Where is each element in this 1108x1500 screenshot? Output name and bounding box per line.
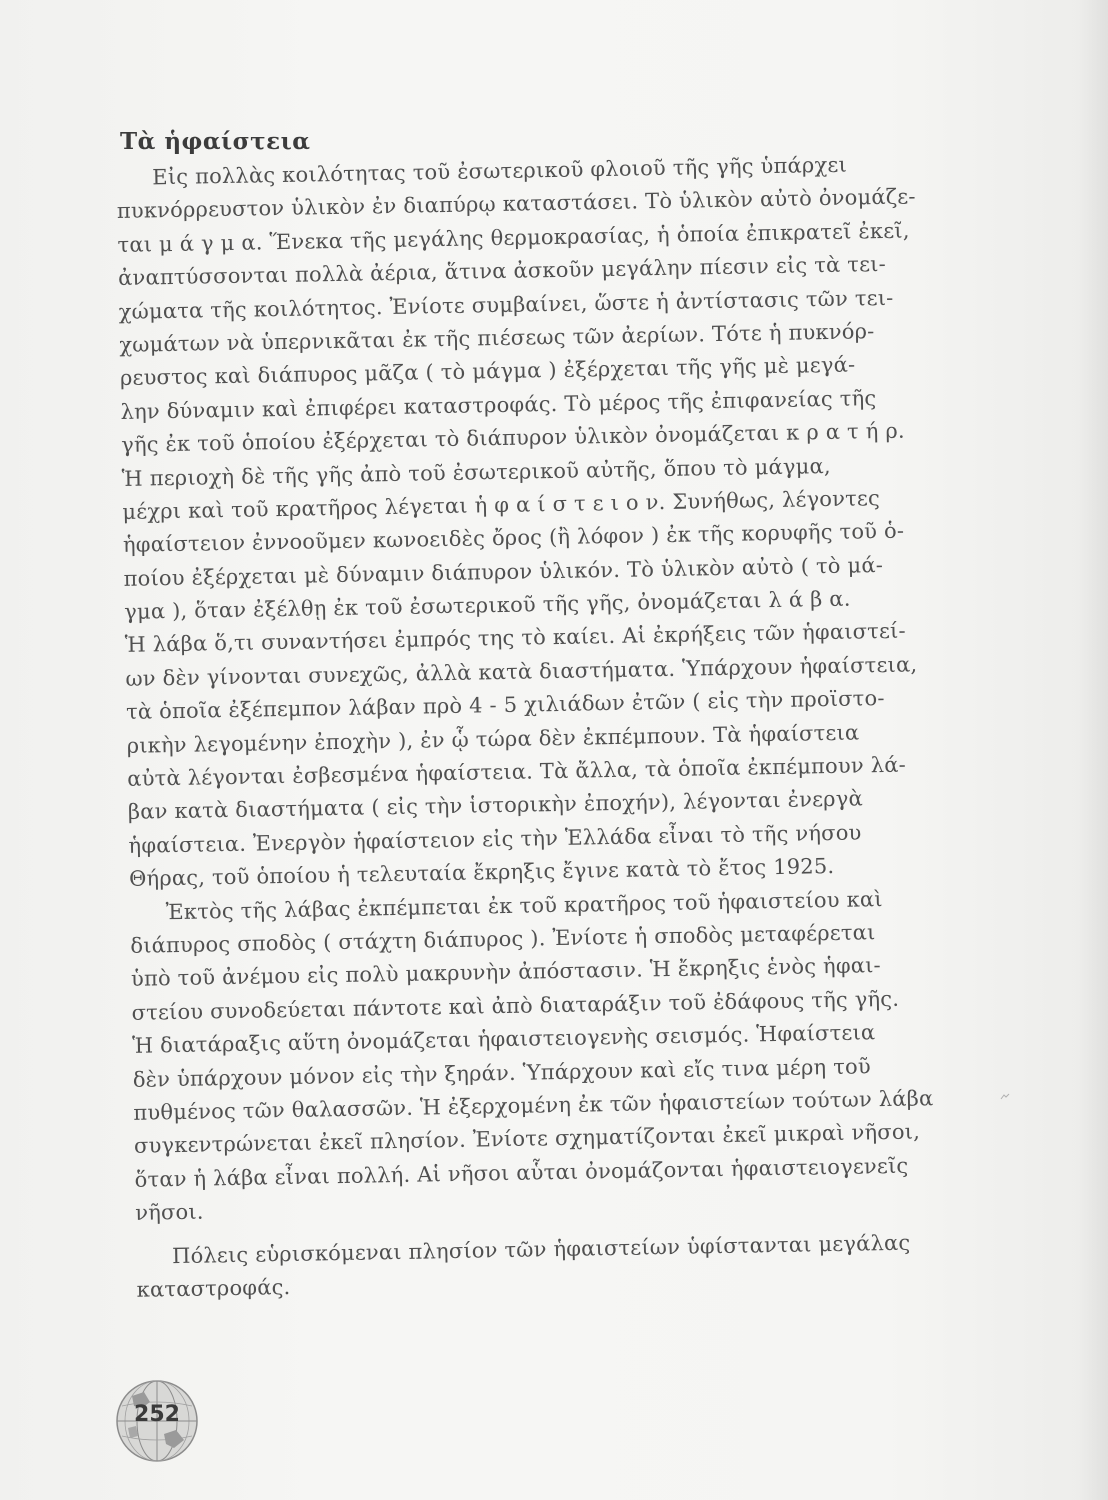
text-line: ἡφαίστειον ἐννοοῦμεν κωνοειδὲς ὄρος (ἢ λόφον ) ἐκ τῆς κορυφῆς τοῦ ὁ- [122, 518, 905, 558]
text-line: ρικὴν λεγομένην ἐποχὴν ), ἐν ᾧ τώρα δὲν ἐκπέμπουν. Τὰ ἡφαίστεια [126, 720, 860, 758]
text-line: Ἡ περιοχὴ δὲ τῆς γῆς ἀπὸ τοῦ ἐσωτερικοῦ αὐτῆς, ὅπου τὸ μάγμα, [121, 453, 831, 491]
text-line: ἡφαίστεια. Ἐνεργὸν ἡφαίστειον εἰς τὴν Ἑλλάδα εἶναι τὸ τῆς νήσου [128, 820, 862, 858]
text-line: πυθμένος τῶν θαλασσῶν. Ἡ ἐξερχομένη ἐκ τῶν ἡφαιστείων τούτων λάβα [133, 1086, 934, 1125]
text-line: Ἡ διατάραξις αὕτη ὀνομάζεται ἡφαιστειογενὴς σεισμός. Ἡφαίστεια [131, 1020, 876, 1059]
text-line: στείου συνοδεύεται πάντοτε καὶ ἀπὸ διαταράξιν τοῦ ἐδάφους τῆς γῆς. [131, 986, 900, 1025]
article-body [116, 146, 1017, 1307]
text-line: νῆσοι. [135, 1199, 204, 1225]
text-line: συγκεντρώνεται ἐκεῖ πλησίον. Ἐνίοτε σχηματίζονται ἐκεῖ μικραὶ νῆσοι, [133, 1119, 921, 1159]
page-edge-shadow [1078, 0, 1108, 1500]
text-line: Ἐκτὸς τῆς λάβας ἐκπέμπεται ἐκ τοῦ κρατῆρος τοῦ ἡφαιστείου καὶ [165, 886, 883, 924]
text-line: γῆς ἐκ τοῦ ὁποίου ἐξέρχεται τὸ διάπυρον ὑλικὸν ὀνομάζεται κ ρ α τ ή ρ. [120, 418, 906, 458]
text-line: ται μ ά γ μ α. Ἕνεκα τῆς μεγάλης θερμοκρασίας, ἡ ὁποία ἐπικρατεῖ ἐκεῖ, [117, 218, 910, 257]
text-line: ὑπὸ τοῦ ἀνέμου εἰς πολὺ μακρυνὴν ἀπόστασιν. Ἡ ἔκρηξις ἑνὸς ἡφαι- [130, 953, 882, 992]
text-line: γμα ), ὅταν ἐξέλθῃ ἐκ τοῦ ἐσωτερικοῦ τῆς γῆς, ὀνομάζεται λ ά β α. [124, 586, 851, 625]
text-line: μέχρι καὶ τοῦ κρατῆρος λέγεται ἡ φ α ί σ τ ε ι ο ν. Συνήθως, λέγοντες [122, 485, 881, 524]
text-line: ρευστος καὶ διάπυρος μᾶζα ( τὸ μάγμα ) ἐξέρχεται τῆς γῆς μὲ μεγά- [119, 352, 856, 391]
section-title: Τὰ ἡφαίστεια [120, 128, 311, 155]
text-line: ων δὲν γίνονται συνεχῶς, ἀλλὰ κατὰ διαστήματα. Ὑπάρχουν ἡφαίστεια, [125, 652, 918, 691]
text-line: Πόλεις εὑρισκόμεναι πλησίον τῶν ἡφαιστείων ὑφίστανται μεγάλας [171, 1230, 911, 1268]
text-line: χωμάτων νὰ ὑπερνικᾶται ἐκ τῆς πιέσεως τῶν ἀερίων. Τότε ἡ πυκνόρ- [119, 319, 875, 357]
text-line: ἀναπτύσσονται πολλὰ ἀέρια, ἅτινα ἀσκοῦν μεγάλην πίεσιν εἰς τὰ τει- [117, 252, 887, 291]
text-line: δὲν ὑπάρχουν μόνον εἰς τὴν ξηράν. Ὑπάρχουν καὶ εἴς τινα μέρη τοῦ [132, 1053, 872, 1092]
text-line: ποίου ἐξέρχεται μὲ δύναμιν διάπυρον ὑλικόν. Τὸ ὑλικὸν αὐτὸ ( τὸ μά- [123, 552, 884, 591]
text-line: χώματα τῆς κοιλότητος. Ἐνίοτε συμβαίνει, ὥστε ἡ ἀντίστασις τῶν τει- [118, 285, 894, 324]
text-line: ὅταν ἡ λάβα εἶναι πολλή. Αἱ νῆσοι αὗται ὀνομάζονται ἡφαιστειογενεῖς [134, 1153, 909, 1192]
text-line: λην δύναμιν καὶ ἐπιφέρει καταστροφάς. Τὸ μέρος τῆς ἐπιφανείας τῆς [120, 385, 877, 424]
text-line: βαν κατὰ διαστήματα ( εἰς τὴν ἱστορικὴν ἐποχήν), λέγονται ἐνεργὰ [127, 786, 864, 825]
ink-speck [1000, 1093, 1010, 1101]
text-line: Εἰς πολλὰς κοιλότητας τοῦ ἐσωτερικοῦ φλοιοῦ τῆς γῆς ὑπάρχει [152, 152, 848, 190]
text-line: Ἡ λάβα ὅ,τι συναντήσει ἐμπρός της τὸ καίει. Αἱ ἐκρήξεις τῶν ἡφαιστεί- [124, 619, 907, 658]
text-line: διάπυρος σποδὸς ( στάχτη διάπυρος ). Ἐνίοτε ἡ σποδὸς μεταφέρεται [130, 920, 876, 958]
text-line: πυκνόρρευστον ὑλικὸν ἐν διαπύρῳ καταστάσει. Τὸ ὑλικὸν αὐτὸ ὀνομάζε- [116, 184, 916, 224]
text-line: καταστροφάς. [136, 1274, 291, 1302]
text-line: τὰ ὁποῖα ἐξέπεμπον λάβαν πρὸ 4 - 5 χιλιάδων ἐτῶν ( εἰς τὴν προϊστο- [125, 686, 885, 725]
text-line: αὐτὰ λέγονται ἐσβεσμένα ἡφαίστεια. Τὰ ἄλλα, τὰ ὁποῖα ἐκπέμπουν λά- [127, 752, 907, 791]
page-number: 252 [134, 1402, 180, 1427]
text-line: Θήρας, τοῦ ὁποίου ἡ τελευταία ἔκρηξις ἔγινε κατὰ τὸ ἔτος 1925. [128, 854, 835, 892]
